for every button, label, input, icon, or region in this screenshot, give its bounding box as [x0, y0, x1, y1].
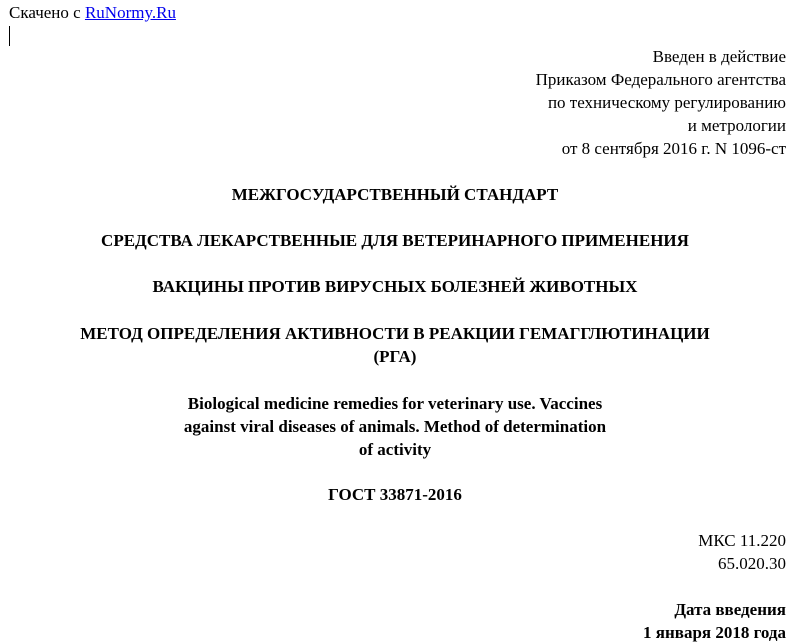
enactment-block: [536, 45, 786, 160]
classification-block: [698, 529, 786, 575]
source-link[interactable]: RuNormy.Ru: [84, 3, 176, 22]
source-prefix: Скачено с: [9, 3, 81, 22]
enactment-line: от 8 сентября 2016 г. N 1096-ст: [561, 139, 786, 158]
standard-type-heading: МЕЖГОСУДАРСТВЕННЫЙ СТАНДАРТ: [231, 185, 559, 204]
english-title-line: of activity: [358, 440, 432, 459]
enactment-line: и метрологии: [687, 116, 786, 135]
english-title: [0, 392, 790, 461]
gost-number: ГОСТ 33871-2016: [328, 485, 462, 504]
introduction-date-block: [643, 598, 786, 644]
title-line-3: [0, 322, 790, 368]
title-line-3a: МЕТОД ОПРЕДЕЛЕНИЯ АКТИВНОСТИ В РЕАКЦИИ ГЕМАГГЛЮТИНАЦИИ: [80, 324, 710, 343]
mks-code: МКС 11.220: [698, 531, 786, 550]
title-line-1: СРЕДСТВА ЛЕКАРСТВЕННЫЕ ДЛЯ ВЕТЕРИНАРНОГО ПРИМЕНЕНИЯ: [101, 231, 689, 250]
english-title-line: against viral diseases of animals. Method of determination: [183, 417, 607, 436]
text-cursor: [9, 26, 10, 46]
title-line-3b: (РГА): [373, 347, 417, 366]
source-line: [9, 2, 176, 24]
enactment-line: Приказом Федерального агентства: [535, 70, 786, 89]
english-title-line: Biological medicine remedies for veterinary use. Vaccines: [187, 394, 603, 413]
date-label: Дата введения: [674, 600, 786, 619]
enactment-line: Введен в действие: [652, 47, 786, 66]
enactment-line: по техническому регулированию: [547, 93, 786, 112]
date-value: 1 января 2018 года: [643, 623, 786, 642]
mks-code-secondary: 65.020.30: [718, 554, 786, 573]
title-line-2: ВАКЦИНЫ ПРОТИВ ВИРУСНЫХ БОЛЕЗНЕЙ ЖИВОТНЫХ: [152, 277, 638, 296]
